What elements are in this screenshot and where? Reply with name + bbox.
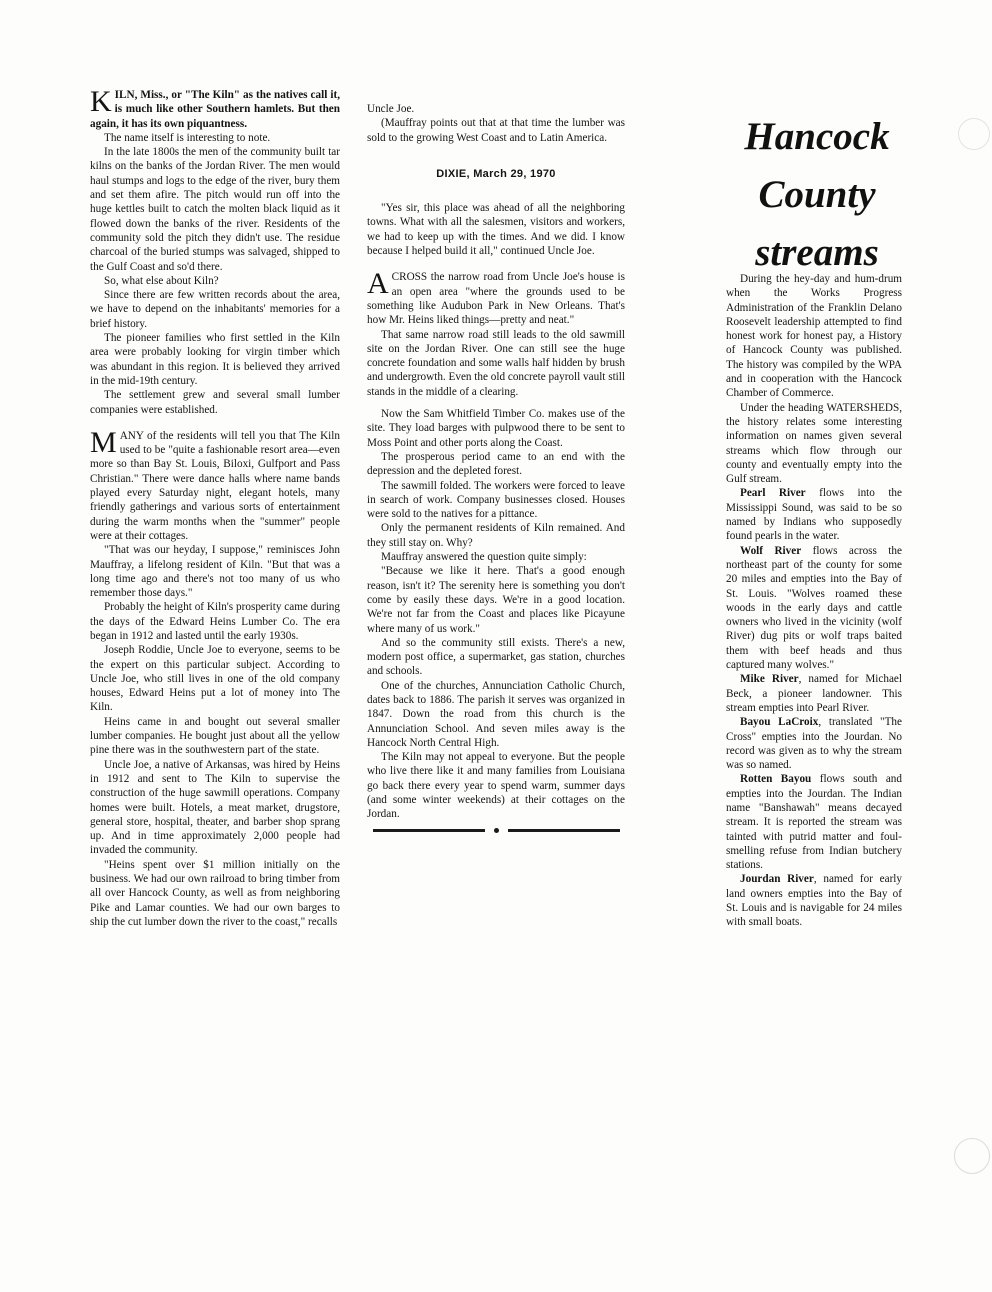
spacer — [367, 258, 625, 270]
dateline: DIXIE, March 29, 1970 — [436, 167, 556, 180]
article-paragraph: MANY of the residents will tell you that The Kiln used to be "quite a fashionable resort area—even more so than Bay St. Louis, Biloxi, Gulfport and Pass Christian." There were dance halls where name bands played every Saturday night, elegant hotels, many friendly gatherings and various sorts of entertainment during the warm months when the "summer" people were at their cottages. — [90, 425, 340, 542]
article-paragraph: "Yes sir, this place was ahead of all the neighboring towns. What with all the salesmen, visitors and workers, we had to keep up with the times. And we did. I know because I helped build it all," continued Uncle Joe. — [367, 202, 625, 258]
headline-line: County — [758, 173, 876, 216]
article-paragraph: The settlement grew and several small lumber companies were established. — [90, 389, 340, 416]
scan-mark — [954, 1138, 990, 1174]
article-paragraph: So, what else about Kiln? — [104, 274, 219, 287]
sidebar-paragraph: Bayou LaCroix, translated "The Cross" empties into the Jourdan. No record was given as to why the stream was so named. — [726, 716, 902, 772]
drop-cap: A — [367, 267, 389, 301]
article-paragraph: Uncle Joe. — [367, 103, 415, 115]
headline-line: streams — [755, 231, 879, 274]
sidebar-paragraph: Pearl River flows into the Mississippi Sound, was said to be so named by Indians who supposedly found pearls in the water. — [726, 487, 902, 543]
article-paragraph: "Heins spent over $1 million initially on the business. We had our own railroad to bring timber from all over Hancock County, as well as from neighboring Pike and Lamar counties. We had our own barges to ship the cut lumber down the river to the coast," recalls — [90, 858, 340, 928]
article-paragraph: One of the churches, Annunciation Catholic Church, dates back to 1886. The parish it serves was organized in 1847. Down the road from this church is the Annunciation School. And seven miles away is the Hancock North Central High. — [367, 679, 625, 749]
end-of-article-rule — [367, 828, 625, 833]
article-paragraph: The Kiln may not appeal to everyone. But the people who live there like it and many families from Louisiana go back there every year to spend warm, summer days (and some winter weekends) at their cottages on the Jordan. — [367, 751, 625, 821]
article-paragraph: KILN, Miss., or "The Kiln" as the natives call it, is much like other Southern hamlets. But then again, it has its own piquantness. — [90, 85, 340, 130]
article-paragraph: Mauffray answered the question quite simply: — [381, 551, 587, 564]
stream-name: Jourdan River — [740, 873, 814, 886]
headline-line: Hancock — [744, 115, 890, 158]
article-paragraph: In the late 1800s the men of the community built tar kilns on the banks of the Jordan River. The men would haul stumps and logs to the edge of the river, bury them and set them afire. The pitch would run off into the huge kettles built to catch the molten black liquid as it flowed down the banks of the river. Residents of the community sold the pitch they didn't use. The residue charcoal of the buried stumps was salvaged, shipped to the Gulf Coast and so'd there. — [90, 146, 340, 273]
sidebar-paragraph: During the hey-day and hum-drum when the Works Progress Administration of the Franklin Delano Roosevelt leadership attempted to find honest work for honest pay, a History of Hancock County was published. The history was compiled by the WPA and in cooperation with the Hancock Chamber of Commerce. — [726, 273, 902, 400]
drop-cap: K — [90, 85, 112, 118]
stream-name: Wolf River — [740, 544, 802, 557]
stream-name: Mike River — [740, 673, 799, 686]
sidebar-headline — [722, 108, 912, 282]
article-paragraph: Probably the height of Kiln's prosperity came during the days of the Edward Heins Lumber Co. The era began in 1912 and lasted until the early 1930s. — [90, 601, 340, 642]
article-paragraph: And so the community still exists. There's a new, modern post office, a supermarket, gas station, churches and schools. — [367, 636, 625, 678]
article-paragraph: "That was our heyday, I suppose," reminisces John Mauffray, a lifelong resident of Kiln. "But that was a long time ago and there's not too many of us who remember those days." — [90, 544, 340, 600]
sidebar-paragraph: Mike River, named for Michael Beck, a pioneer landowner. This stream empties into Pearl River. — [726, 673, 902, 714]
article-paragraph: That same narrow road still leads to the old sawmill site on the Jordan River. One can still see the huge concrete foundation and some walls half hidden by brush and undergrowth. Even the old concrete payroll vault still stands in the middle of a clearing. — [367, 328, 625, 398]
stream-name: Pearl River — [740, 487, 806, 500]
article-paragraph: Joseph Roddie, Uncle Joe to everyone, seems to be the expert on this particular subject. According to Uncle Joe, who still lives in one of the old company houses, Edward Heins put a lot of money into The Kiln. — [90, 644, 340, 714]
article-paragraph: Heins came in and bought out several smaller lumber companies. He bought just about all the yellow pine there was in the southwestern part of the state. — [90, 715, 340, 757]
article-paragraph: "Because we like it here. That's a good enough reason, isn't it? The serenity here is something you don't come by easily these days. We're in a good location. We're not far from the Coast and places like Picayune where many of us work." — [367, 565, 625, 635]
spacer — [90, 417, 340, 429]
article-paragraph: Only the permanent residents of Kiln remained. And they still stay on. Why? — [367, 522, 625, 549]
article-paragraph: (Mauffray points out that at that time the lumber was sold to the growing West Coast and to Latin America. — [367, 117, 625, 144]
article-paragraph: The name itself is interesting to note. — [104, 131, 271, 144]
rule-dot — [494, 828, 499, 833]
sidebar-paragraph: Under the heading WATERSHEDS, the history relates some interesting information on names given several streams which flow through our county and eventually empty into the Gulf stream. — [726, 401, 902, 486]
stream-name: Rotten Bayou — [740, 773, 812, 786]
article-column-1 — [90, 85, 340, 929]
sidebar-paragraph: Wolf River flows across the northeast part of the county for some 20 miles and empties into the Bay of St. Louis. "Wolves roamed these woods in the early days and cattle owners who lived in the vicinity (wolf River) dug pits or wolf traps baited them with beef heads and thus captured many wolves." — [726, 544, 902, 672]
article-paragraph: Uncle Joe, a native of Arkansas, was hired by Heins in 1912 and sent to The Kiln to supervise the construction of the huge sawmill operations. Company homes were built. Hotels, a meat market, drugstore, general store, hospital, theater, and barber shop sprang up. And in time approximately 2,000 people had invaded the community. — [90, 758, 340, 857]
article-column-2 — [367, 102, 625, 833]
sidebar-column — [726, 272, 902, 930]
article-paragraph: Since there are few written records about the area, we have to depend on the inhabitants' memories for a brief history. — [90, 289, 340, 330]
article-paragraph: The prosperous period came to an end with the depression and the depleted forest. — [367, 450, 625, 478]
spacer — [367, 399, 625, 407]
article-paragraph: The pioneer families who first settled in the Kiln area were probably looking for virgin timber which was abundant in this region. It is believed they arrived in the mid-19th century. — [90, 332, 340, 387]
sidebar-paragraph: Rotten Bayou flows south and empties into the Jourdan. The Indian name "Banshawah" means decayed stream. It is reported the stream was tainted with putrid matter and foul-smelling refuse from Indian butchery stations. — [726, 773, 902, 872]
article-paragraph: Now the Sam Whitfield Timber Co. makes use of the site. They load barges with pulpwood there to be sent to Moss Point and other ports along the Coast. — [367, 408, 625, 449]
sidebar-paragraph: Jourdan River, named for early land owners empties into the Bay of St. Louis and is navigable for 24 miles with small boats. — [726, 873, 902, 929]
article-paragraph: The sawmill folded. The workers were forced to leave in search of work. Company businesses closed. Houses were sold to the natives for a pittance. — [367, 479, 625, 521]
stream-name: Bayou LaCroix — [740, 716, 819, 729]
rule-line — [373, 829, 485, 832]
rule-line — [508, 829, 620, 832]
scan-mark — [958, 118, 990, 150]
article-paragraph: ACROSS the narrow road from Uncle Joe's house is an open area "where the grounds used to be something like Audubon Park in New Orleans. That's how Mr. Heins liked things—pretty and neat." — [367, 267, 625, 327]
drop-cap: M — [90, 425, 117, 459]
